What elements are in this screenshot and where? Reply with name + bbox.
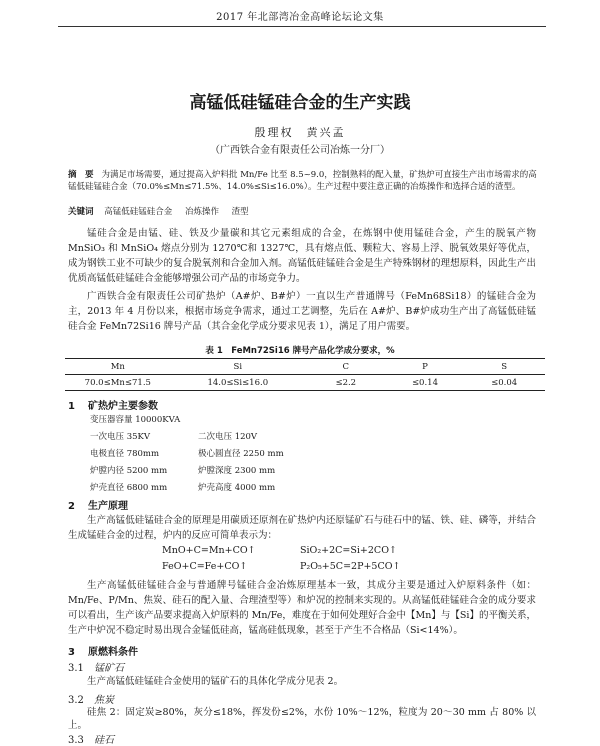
param-item: 电极直径 780mm [90,449,160,459]
table-header-cell: Mn [65,359,171,375]
table-header-cell: Si [171,359,305,375]
subsection-number: 3.2 [68,695,84,706]
affiliation: （广西铁合金有限责任公司冶炼一分厂） [210,145,390,156]
equation: SiO₂+2C=Si+2CO↑ [300,545,397,556]
param-item: 炉壳高度 4000 mm [198,483,276,493]
param-item: 炉膛深度 2300 mm [198,466,276,476]
param-item: 极心圆直径 2250 mm [198,449,284,459]
subsection-number: 3.3 [68,735,84,746]
subsection-title: 焦炭 [94,695,114,706]
table-cell: ≤2.2 [305,375,387,391]
subsection-title: 硅石 [94,735,114,746]
keywords-label: 关键词 [68,207,94,217]
subsection-heading [68,659,124,674]
subsection-number: 3.1 [68,663,84,674]
section-number: 2 [68,501,75,512]
body-paragraph: 生产高锰低硅锰硅合金使用的锰矿石的具体化学成分见表 2。 [87,676,344,687]
param-item: 一次电压 35KV [90,432,151,442]
authors: 殷理权 黄兴孟 [254,126,346,139]
running-head: 2017 年北部湾冶金高峰论坛论文集 [216,12,384,23]
section-title: 矿热炉主要参数 [88,401,158,412]
subsection-heading [68,691,114,706]
keyword: 冶炼操作 [184,207,219,217]
equation: MnO+C=Mn+CO↑ [162,545,256,556]
param-item: 二次电压 120V [198,432,258,442]
subsection-title: 锰矿石 [94,663,124,674]
section-number: 1 [68,401,75,412]
section-heading [68,643,138,658]
table-header-cell: S [463,359,545,375]
keyword: 渣型 [231,207,249,217]
table1-caption: 表 1 FeMn72Si16 牌号产品化学成分要求，% [205,346,395,356]
table-cell: ≤0.14 [387,375,464,391]
param-item: 变压器容量 10000KVA [90,415,181,425]
table-header-row [65,359,545,375]
table-header-cell: P [387,359,464,375]
keywords [68,205,538,217]
table-cell: ≤0.04 [463,375,545,391]
abstract-text: 为满足市场需要，通过提高入炉料批 Mn/Fe 比至 8.5~9.0，控制熟料的配入量，矿热炉可直接生产出市场需求的高锰低硅锰硅合金（70.0%≤Mn≤71.5%、14.0%≤Si≤16.0%）。生产过程中要注意正确的冶炼操作和选择合适的渣型。 [68,170,537,192]
intro-paragraph: 广西铁合金有限责任公司矿热炉（A#炉、B#炉）一直以生产普通牌号（FeMn68Si18）的锰硅合金为主，2013 年 4 月份以来，根据市场竞争需求，通过工艺调整，先后在 A#炉、B#炉成功生产出了高锰低硅锰硅合金 FeMn72Si16 牌号产品（其合金化学成分要求见表 1），满足了用户需要。 [68,291,536,332]
section-heading [68,397,158,412]
abstract-label: 摘 要 [68,170,94,180]
table-header-cell: C [305,359,387,375]
body-paragraph: 生产高锰低硅锰硅合金的原理是用碳质还原剂在矿热炉内还原锰矿石与硅石中的锰、铁、硅、磷等，并结合生成锰硅合金的过程，炉内的反应可简单表示为： [68,515,536,541]
intro-paragraph: 锰硅合金是由锰、硅、铁及少量碳和其它元素组成的合金，在炼钢中使用锰硅合金，产生的脱氧产物 MnSiO₃ 和 MnSiO₄ 熔点分别为 1270℃和 1327℃，具有熔点低、颗粒大、容易上浮、脱氧效果好等优点，成为钢铁工业不可缺少的复合脱氧剂和合金加入剂。高锰低硅锰硅合金是生产特殊钢材的理想原料，因此生产出优质高锰低硅锰硅合金能够增强公司产品的市场竞争力。 [68,228,536,284]
table-cell: 70.0≤Mn≤71.5 [65,375,171,391]
section-heading [68,497,128,512]
param-item: 炉壳直径 6800 mm [90,483,168,493]
abstract [68,169,538,193]
paper-title: 高锰低硅锰硅合金的生产实践 [189,93,411,113]
body-paragraph: 生产高锰低硅锰硅合金与普通牌号锰硅合金冶炼原理基本一致，其成分主要是通过入炉原料条件（如：Mn/Fe、P/Mn、焦炭、硅石的配入量、合理渣型等）和炉况的控制来实现的。从高锰低硅锰硅合金的成分要求可以看出，生产该产品要求提高入炉原料的 Mn/Fe，难度在于如何处理好合金中【Mn】与【Si】的平衡关系，生产中炉况不稳定时易出现合金锰低硅高，锰高硅低现象，甚至于产生不合格品（Si<14%）。 [68,580,536,636]
table-cell: 14.0≤Si≤16.0 [171,375,305,391]
equation: P₂O₅+5C=2P+5CO↑ [300,561,401,572]
table-row [65,375,545,391]
section-number: 3 [68,647,75,658]
body-paragraph: 硅焦 2：固定炭≥80%，灰分≤18%，挥发份≤2%，水份 10%～12%，粒度为 20～30 mm 占 80% 以上。 [68,707,536,731]
section-title: 原燃料条件 [88,647,138,658]
section-title: 生产原理 [88,501,128,512]
keyword: 高锰低硅锰硅合金 [104,207,173,217]
header-rule [58,26,546,27]
equation: FeO+C=Fe+CO↑ [162,561,248,572]
param-item: 炉膛内径 5200 mm [90,466,168,476]
table1 [65,358,545,391]
